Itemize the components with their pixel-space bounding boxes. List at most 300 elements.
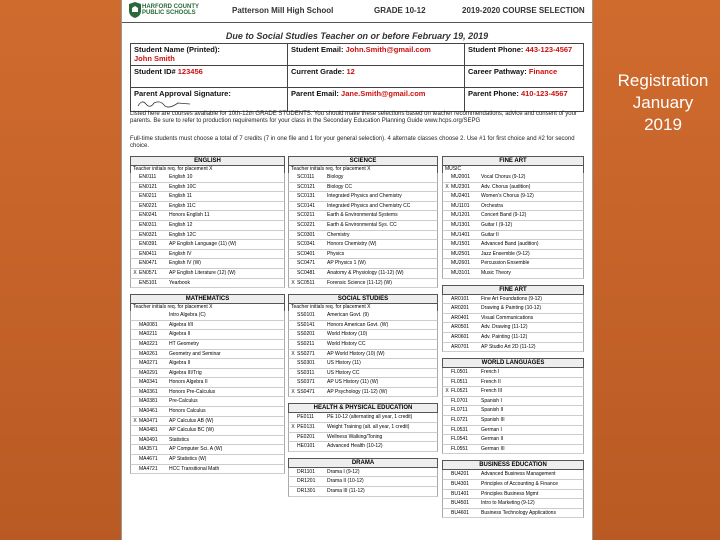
student-info-table (130, 43, 584, 112)
course-name: US History CC (327, 369, 360, 376)
course-code: SC0511 (297, 279, 315, 286)
course-row (288, 442, 438, 452)
course-code: MU1101 (451, 202, 470, 209)
course-name: Guitar II (481, 231, 499, 238)
course-name: Honors American Govt. (W) (327, 321, 389, 328)
course-row (288, 413, 438, 423)
course-code: SS0211 (297, 340, 315, 347)
course-code: EN0321 (139, 231, 158, 238)
course-name: English IV (W) (169, 260, 201, 267)
student-phone-value: 443-123-4567 (525, 45, 573, 54)
course-code: MA0291 (139, 369, 158, 376)
course-name: Earth & Environmental Systems (327, 212, 398, 219)
course-selection-mark[interactable] (289, 359, 297, 368)
course-name: English IV (169, 250, 192, 257)
course-row (442, 192, 584, 202)
course-selection-mark[interactable] (289, 330, 297, 339)
course-selection-mark[interactable] (443, 416, 451, 425)
course-row (442, 259, 584, 269)
course-code: SC0221 (297, 221, 316, 228)
course-code: EN0571 (139, 269, 158, 276)
course-name: Earth & Environmental Sys. CC (327, 221, 397, 228)
course-row (288, 183, 438, 193)
course-code: MA0341 (139, 379, 158, 386)
section-gap (130, 474, 285, 480)
course-name: Principles Business Mgmt (481, 490, 539, 497)
course-selection-mark[interactable] (131, 407, 139, 416)
section-header: FINE ART (442, 285, 584, 295)
course-code: SS0471 (297, 388, 315, 395)
course-code: EN0411 (139, 250, 157, 257)
course-name: German I (481, 426, 502, 433)
course-code: BU4201 (451, 471, 470, 478)
course-name: HT Geometry (169, 340, 199, 347)
county-name (142, 4, 199, 16)
course-name: World History CC (327, 340, 366, 347)
course-name: Adv. Painting (11-12) (481, 333, 528, 340)
course-code: MA4721 (139, 465, 158, 472)
course-row (288, 259, 438, 269)
course-row (288, 240, 438, 250)
course-row (130, 279, 285, 289)
course-selection-mark[interactable] (443, 378, 451, 387)
slide-title-line-1: Registration (617, 71, 709, 90)
student-email-value: John.Smith@gmail.com (345, 45, 431, 54)
course-code: MU1501 (451, 241, 470, 248)
course-row (442, 211, 584, 221)
course-selection-mark[interactable]: X (133, 269, 137, 276)
course-selection-mark[interactable] (443, 470, 451, 479)
course-code: MU2501 (451, 250, 470, 257)
course-name: Advanced Business Management (481, 471, 556, 478)
course-selection-mark[interactable]: X (445, 183, 449, 190)
course-row (288, 269, 438, 279)
course-selection-mark[interactable] (443, 426, 451, 435)
course-name: Fine Art Foundations (9-12) (481, 295, 542, 302)
course-name: Drama III (11-12) (327, 488, 365, 495)
student-name-label: Student Name (Printed): (134, 45, 220, 54)
course-selection-mark[interactable] (443, 192, 451, 201)
course-row (442, 240, 584, 250)
school-logo-icon (128, 2, 142, 18)
course-selection-mark[interactable] (131, 311, 139, 320)
course-selection-mark[interactable] (443, 221, 451, 230)
course-code: FL0541 (451, 436, 468, 443)
course-name: Principles of Accounting & Finance (481, 481, 558, 488)
course-name: AP Physics 1 (W) (327, 260, 366, 267)
course-row (288, 330, 438, 340)
course-name: English 11 (169, 193, 192, 200)
course-name: German III (481, 445, 505, 452)
course-selection-mark[interactable] (131, 455, 139, 464)
course-row (288, 378, 438, 388)
course-selection-mark[interactable] (289, 321, 297, 330)
course-code: MA0481 (139, 427, 158, 434)
course-row (288, 231, 438, 241)
course-row (130, 465, 285, 475)
course-name: Visual Communications (481, 314, 534, 321)
course-name: Drawing & Painting (10-12) (481, 305, 542, 312)
course-name: Honors English 11 (169, 212, 210, 219)
course-selection-mark[interactable] (131, 465, 139, 474)
course-row (442, 416, 584, 426)
section-subheader: Teacher initials req. for placement X (288, 166, 438, 173)
course-selection-mark[interactable] (131, 321, 139, 330)
parent-email-label: Parent Email: (291, 89, 339, 98)
course-code: SC0301 (297, 231, 316, 238)
course-selection-mark[interactable] (443, 509, 451, 518)
course-selection-mark[interactable] (443, 480, 451, 489)
course-name: Drama I (9-12) (327, 468, 360, 475)
course-row (130, 259, 285, 269)
course-code: MA0461 (139, 408, 158, 415)
course-name: Physics (327, 250, 345, 257)
course-row (130, 311, 285, 321)
course-selection-document (121, 0, 593, 540)
course-selection-mark[interactable] (443, 269, 451, 278)
course-code: SC0401 (297, 250, 316, 257)
credit-requirement-note: Full-time students must choose a total of 7 credits (7 in one file and 1 for your general selection). 4 alternate classes choose 2. Use #1 for first choice and #2 for second choice. (130, 136, 575, 150)
parent-signature-label: Parent Approval Signature: (134, 89, 231, 98)
course-selection-mark[interactable] (443, 259, 451, 268)
course-code: BU1401 (451, 490, 470, 497)
course-code: SC0141 (297, 202, 316, 209)
course-code: SC0471 (297, 260, 316, 267)
course-name: PE 10-12 (alternating all year, 1 credit) (327, 414, 413, 421)
course-selection-mark[interactable] (289, 340, 297, 349)
course-selection-mark[interactable]: X (291, 279, 295, 286)
course-row (130, 321, 285, 331)
course-selection-mark[interactable] (131, 445, 139, 454)
course-selection-mark[interactable] (443, 240, 451, 249)
course-selection-mark[interactable] (131, 250, 139, 259)
course-selection-mark[interactable] (289, 240, 297, 249)
course-selection-mark[interactable] (131, 436, 139, 445)
course-selection-mark[interactable] (443, 397, 451, 406)
course-row (442, 406, 584, 416)
course-selection-mark[interactable] (443, 304, 451, 313)
course-row (288, 279, 438, 289)
current-grade-label: Current Grade: (291, 67, 345, 76)
course-code: MU2001 (451, 174, 470, 180)
course-row (288, 468, 438, 478)
parent-phone-label: Parent Phone: (468, 89, 519, 98)
course-selection-mark[interactable] (443, 314, 451, 323)
section-header: SCIENCE (288, 156, 438, 166)
course-name: AP Calculus BC (W) (169, 427, 214, 434)
course-selection-mark[interactable] (131, 330, 139, 339)
current-grade-value: 12 (346, 67, 355, 76)
section-gap (442, 518, 584, 524)
course-code: HE0101 (297, 443, 316, 450)
course-row (130, 455, 285, 465)
course-name: French III (481, 388, 503, 395)
course-selection-mark[interactable] (131, 221, 139, 230)
course-selection-mark[interactable] (443, 445, 451, 454)
course-selection-mark[interactable] (131, 397, 139, 406)
course-row (130, 436, 285, 446)
instructions-note: Listed here are courses available for 10th-12th GRADE STUDENTS. You should make these selections based on teacher recommendations, advice and consent of your parents. Be sure to refer to production requirements for your class in the Secondary Education Planning Guide www.hcps.org/SEPG (130, 111, 577, 125)
course-code: MU1301 (451, 221, 470, 228)
course-name: English 10C (169, 183, 196, 190)
course-row (442, 323, 584, 333)
course-row (442, 231, 584, 241)
course-code: DR1301 (297, 488, 316, 495)
course-name: AP Calculus AB (W) (169, 417, 214, 424)
course-row (130, 388, 285, 398)
course-row (288, 321, 438, 331)
course-selection-mark[interactable] (131, 259, 139, 268)
course-code: FL0501 (451, 369, 468, 376)
course-row (288, 388, 438, 398)
course-code: EN0111 (139, 174, 157, 180)
course-name: American Govt. (9) (327, 312, 369, 319)
course-code: FL0721 (451, 417, 468, 424)
course-selection-mark[interactable] (443, 231, 451, 240)
course-row (442, 499, 584, 509)
course-selection-mark[interactable] (443, 406, 451, 415)
course-selection-mark[interactable] (131, 426, 139, 435)
course-column-1 (130, 156, 285, 480)
course-code: PE0131 (297, 424, 315, 431)
course-selection-mark[interactable] (443, 173, 451, 182)
course-name: Geometry and Seminar (169, 350, 221, 357)
course-name: Pre-Calculus (169, 398, 198, 405)
course-selection-mark[interactable] (443, 368, 451, 377)
course-row (442, 295, 584, 305)
document-header (122, 0, 592, 23)
course-row (442, 435, 584, 445)
course-selection-mark[interactable] (131, 279, 139, 288)
course-selection-mark[interactable] (443, 211, 451, 220)
course-selection-mark[interactable]: X (291, 424, 295, 431)
slide-title-line-2: January (632, 93, 694, 112)
course-name: Honors Algebra II (169, 379, 208, 386)
course-name: AP English Language (11) (W) (169, 241, 237, 248)
course-row (130, 445, 285, 455)
course-code: AR0201 (451, 305, 470, 312)
course-code: EN0241 (139, 212, 158, 219)
slide-title-line-3: 2019 (644, 115, 682, 134)
course-selection-mark[interactable] (289, 433, 297, 442)
course-code: SS0101 (297, 312, 315, 319)
course-row (288, 487, 438, 497)
course-code: BU4301 (451, 481, 470, 488)
course-row (130, 350, 285, 360)
course-code: BU4501 (451, 500, 470, 507)
course-row (130, 269, 285, 279)
course-name: HCC Transitional Math (169, 465, 220, 472)
student-id-label: Student ID# (134, 67, 176, 76)
course-row (442, 480, 584, 490)
course-code: SC0131 (297, 193, 316, 200)
course-selection-mark[interactable] (289, 311, 297, 320)
course-code: MA0221 (139, 340, 158, 347)
course-selection-mark[interactable] (289, 477, 297, 486)
course-code: MA0261 (139, 350, 158, 357)
course-name: Biology (327, 174, 344, 180)
course-selection-mark[interactable] (289, 231, 297, 240)
course-selection-mark[interactable] (131, 183, 139, 192)
course-selection-mark[interactable] (289, 413, 297, 422)
course-name: Percussion Ensemble (481, 260, 530, 267)
course-selection-mark[interactable] (131, 378, 139, 387)
course-row (442, 343, 584, 353)
course-code: SC0121 (297, 183, 316, 190)
course-selection-mark[interactable] (131, 240, 139, 249)
course-selection-mark[interactable] (131, 173, 139, 182)
course-selection-mark[interactable]: X (291, 388, 295, 395)
course-row (442, 173, 584, 183)
course-code: EN0391 (139, 241, 158, 248)
course-code: SC0481 (297, 269, 316, 276)
course-name: Concert Band (9-12) (481, 212, 527, 219)
course-code: MA0081 (139, 321, 158, 328)
course-selection-mark[interactable] (443, 499, 451, 508)
course-name: English 12 (169, 221, 193, 228)
course-code: DR1101 (297, 468, 315, 475)
course-selection-mark[interactable] (443, 202, 451, 211)
course-selection-mark[interactable] (443, 250, 451, 259)
course-name: Honors Pre-Calculus (169, 388, 216, 395)
course-row (442, 368, 584, 378)
course-selection-mark[interactable] (289, 211, 297, 220)
course-code: MU1401 (451, 231, 470, 238)
course-code: MA0271 (139, 360, 158, 367)
course-row (288, 192, 438, 202)
course-code: EN0471 (139, 260, 158, 267)
course-selection-mark[interactable] (131, 211, 139, 220)
section-gap (288, 497, 438, 503)
course-name: AP Computer Sci. A (W) (169, 446, 223, 453)
course-row (288, 221, 438, 231)
course-name: French I (481, 369, 500, 376)
course-name: Biology CC (327, 183, 353, 190)
course-row (130, 173, 285, 183)
course-code: SC0111 (297, 174, 315, 180)
course-selection-mark[interactable] (131, 192, 139, 201)
course-row (442, 470, 584, 480)
course-row (288, 311, 438, 321)
course-code: SS0201 (297, 331, 315, 338)
course-name: AP US History (11) (W) (327, 379, 379, 386)
course-selection-mark[interactable]: X (133, 417, 137, 424)
course-selection-mark[interactable] (443, 295, 451, 304)
section-subheader: MUSIC (442, 166, 584, 173)
due-notice: Due to Social Studies Teacher on or before February 19, 2019 (225, 31, 489, 41)
course-selection-mark[interactable] (289, 250, 297, 259)
course-selection-mark[interactable] (289, 468, 297, 477)
section-subheader: Teacher initials req. for placement X (130, 304, 285, 311)
course-code: MA0381 (139, 398, 158, 405)
course-code: EN5101 (139, 279, 158, 286)
course-row (442, 387, 584, 397)
course-name: AP Psychology (11-12) (W) (327, 388, 388, 395)
course-selection-mark[interactable] (443, 333, 451, 342)
course-selection-mark[interactable] (131, 340, 139, 349)
course-name: World History (10) (327, 331, 368, 338)
course-row (130, 426, 285, 436)
course-selection-mark[interactable] (289, 202, 297, 211)
course-name: US History (11) (327, 360, 361, 367)
course-row (130, 417, 285, 427)
course-selection-mark[interactable] (131, 369, 139, 378)
course-selection-mark[interactable] (289, 487, 297, 496)
course-selection-mark[interactable] (289, 192, 297, 201)
course-code: SS0141 (297, 321, 315, 328)
course-selection-mark[interactable] (131, 359, 139, 368)
course-name: Algebra III/Trig (169, 369, 202, 376)
section-header: MATHEMATICS (130, 294, 285, 304)
course-selection-mark[interactable] (131, 350, 139, 359)
course-selection-mark[interactable] (131, 202, 139, 211)
course-name: English 11C (169, 202, 196, 209)
course-name: Algebra II (169, 360, 191, 367)
course-selection-mark[interactable] (443, 343, 451, 352)
course-name: Weight Training (alt. all year, 1 credit) (327, 424, 410, 431)
course-selection-mark[interactable] (289, 269, 297, 278)
course-code: FL0521 (451, 388, 468, 395)
course-selection-mark[interactable] (131, 231, 139, 240)
course-selection-mark[interactable]: X (291, 350, 295, 357)
course-selection-mark[interactable] (289, 173, 297, 182)
course-name: Music Theory (481, 269, 511, 276)
section-subheader: Teacher initials req. for placement X (288, 304, 438, 311)
course-selection-mark[interactable] (289, 369, 297, 378)
course-row (442, 183, 584, 193)
course-code: AR0701 (451, 343, 470, 350)
section-header: HEALTH & PHYSICAL EDUCATION (288, 403, 438, 413)
course-selection-mark[interactable] (289, 259, 297, 268)
course-selection-mark[interactable] (289, 442, 297, 451)
course-row (442, 333, 584, 343)
section-subheader: Teacher initials req. for placement X (130, 166, 285, 173)
course-row (130, 378, 285, 388)
course-selection-mark[interactable]: X (445, 388, 449, 395)
course-name: Business Technology Applications (481, 509, 556, 516)
course-selection-mark[interactable] (289, 221, 297, 230)
course-row (288, 433, 438, 443)
course-name: Spanish I (481, 397, 502, 404)
course-row (130, 359, 285, 369)
course-selection-mark[interactable] (131, 388, 139, 397)
parent-phone-value: 410-123-4567 (520, 89, 568, 98)
course-name: Women's Chorus (9-12) (481, 193, 534, 200)
section-header: SOCIAL STUDIES (288, 294, 438, 304)
course-name: Advanced Band (audition) (481, 241, 539, 248)
course-name: AP World History (10) (W) (327, 350, 385, 357)
course-name: Algebra II (169, 331, 191, 338)
course-row (288, 350, 438, 360)
course-code: EN0311 (139, 221, 157, 228)
course-selection-mark[interactable] (443, 323, 451, 332)
course-selection-mark[interactable] (443, 490, 451, 499)
course-name: Spanish III (481, 417, 505, 424)
course-row (130, 407, 285, 417)
course-code: AR0601 (451, 333, 470, 340)
course-selection-mark[interactable] (289, 183, 297, 192)
course-name: Honors Calculus (169, 408, 206, 415)
course-code (139, 311, 169, 320)
course-row (442, 490, 584, 500)
course-selection-mark[interactable] (443, 435, 451, 444)
course-code: PE0111 (297, 414, 315, 421)
course-selection-mark[interactable] (289, 378, 297, 387)
course-name: AP Statistics (W) (169, 456, 207, 463)
course-row (288, 423, 438, 433)
section-header: FINE ART (442, 156, 584, 166)
course-code: BU4601 (451, 509, 470, 516)
